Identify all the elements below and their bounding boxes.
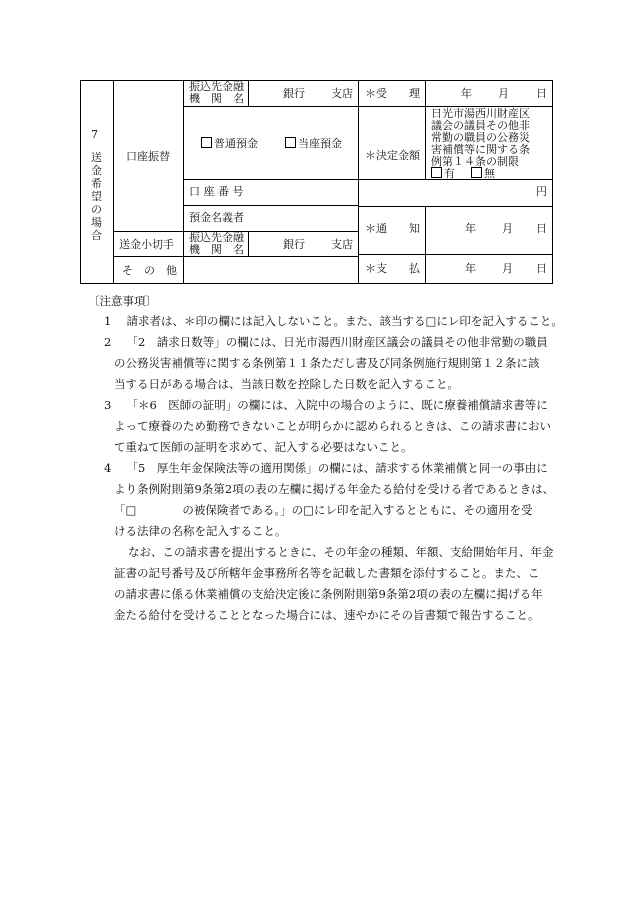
note-line: て重ねて医師の証明を求めて、記入する必要はないこと。: [114, 440, 413, 454]
shiharai-nen: 年: [465, 262, 476, 275]
yokin-meigi-label: 預金名義者: [189, 211, 244, 224]
shiharai-hi: 日: [536, 262, 547, 275]
koza-bango-label: 口 座 番 号: [189, 185, 244, 198]
note-line: 3 「＊6 医師の証明」の欄には、入院中の場合のように、既に療養補償請求書等に: [104, 398, 548, 412]
sokin-kogitte-label: 送金小切手: [119, 238, 174, 251]
toza-label: 当座預金: [298, 137, 342, 150]
note-line: 当する日がある場合は、当該日数を控除した日数を記入すること。: [114, 377, 459, 391]
sonota-label: そ の 他: [122, 264, 177, 277]
note-line: より条例附則第9条第2項の表の左欄に掲げる年金たる給付を受ける者であるときは、: [114, 482, 555, 496]
juri-nen: 年: [461, 87, 472, 100]
yen-unit: 円: [536, 185, 547, 198]
kettei-note-line-1: 日光市湯西川財産区: [431, 107, 530, 120]
kogitte-bank-label-2: 機 関 名: [189, 243, 244, 256]
nashi-option[interactable]: [471, 167, 495, 180]
nashi-label: 無: [484, 167, 495, 180]
futsu-checkbox[interactable]: [201, 137, 212, 148]
juri-label: ＊受 理: [365, 87, 420, 100]
futsu-label: 普通預金: [214, 137, 258, 150]
note-line: の公務災害補償等に関する条例第１１条ただし書及び同条例施行規則第１２条に該: [114, 356, 540, 370]
note-line: よって療養のため勤務できないことが明らかに認められるときは、この請求書におい: [114, 419, 551, 433]
note-line: 証書の記号番号及び所轄年金事務所名等を記載した書類を添付すること。また、こ: [114, 566, 540, 580]
kettei-kingaku-label: ＊決定金額: [365, 149, 420, 162]
ari-checkbox[interactable]: [431, 167, 442, 178]
ari-option[interactable]: [431, 167, 455, 180]
kettei-note-line-4: 害補償等に関する条: [431, 143, 530, 156]
shiharai-label: ＊支 払: [365, 262, 420, 275]
furikomi-bank-label-1: 振込先金融: [189, 80, 244, 93]
kogitte-bank-label-1: 振込先金融: [189, 231, 244, 244]
kettei-note-line-5: 例第１４条の制限: [431, 155, 519, 168]
toza-option[interactable]: [285, 137, 342, 150]
note-line: 金たる給付を受けることとなった場合には、速やかにその旨書類で報告すること。: [114, 608, 540, 622]
shiten-label: 支店: [331, 87, 353, 100]
futsu-option[interactable]: [201, 137, 258, 150]
section-number: 7: [91, 128, 98, 141]
note-line: 2 「2 請求日数等」の欄には、日光市湯西川財産区議会の議員その他非常勤の職員: [104, 335, 548, 349]
juri-hi: 日: [536, 87, 547, 100]
kettei-note-line-2: 議会の議員その他非: [431, 119, 530, 132]
tsuchi-nen: 年: [465, 222, 476, 235]
note-line: の請求書に係る休業補償の支給決定後に条例附則第9条第2項の表の左欄に掲げる年: [114, 587, 543, 601]
ari-label: 有: [444, 167, 455, 180]
section-label: 送金希望の場合: [91, 151, 102, 242]
juri-tsuki: 月: [498, 87, 509, 100]
note-line: 4 「5 厚生年金保険法等の適用関係」の欄には、請求する休業補償と同一の事由に: [104, 461, 548, 475]
tsuchi-hi: 日: [536, 222, 547, 235]
note-line: なお、この請求書を提出するときに、その年金の種類、年額、支給開始年月、年金: [128, 545, 554, 559]
kogitte-ginko-label: 銀行: [283, 238, 305, 251]
note-line: 「□ の被保険者である。」の□にレ印を記入するとともに、その適用を受: [114, 503, 533, 517]
furikomi-bank-label-2: 機 関 名: [189, 92, 244, 105]
tsuchi-tsuki: 月: [502, 222, 513, 235]
nashi-checkbox[interactable]: [471, 167, 482, 178]
note-line: ける法律の名称を記入すること。: [114, 524, 287, 538]
note-line: 1 請求者は、＊印の欄には記入しないこと。また、該当する□にレ印を記入すること。: [104, 314, 563, 328]
koza-furikae-label: 口座振替: [126, 150, 170, 163]
tsuchi-label: ＊通 知: [365, 222, 420, 235]
kettei-note-line-3: 常勤の職員の公務災: [431, 131, 530, 144]
kogitte-shiten-label: 支店: [331, 238, 353, 251]
notes-title: 〔注意事項〕: [88, 294, 157, 308]
ginko-label: 銀行: [283, 87, 305, 100]
shiharai-tsuki: 月: [502, 262, 513, 275]
toza-checkbox[interactable]: [285, 137, 296, 148]
